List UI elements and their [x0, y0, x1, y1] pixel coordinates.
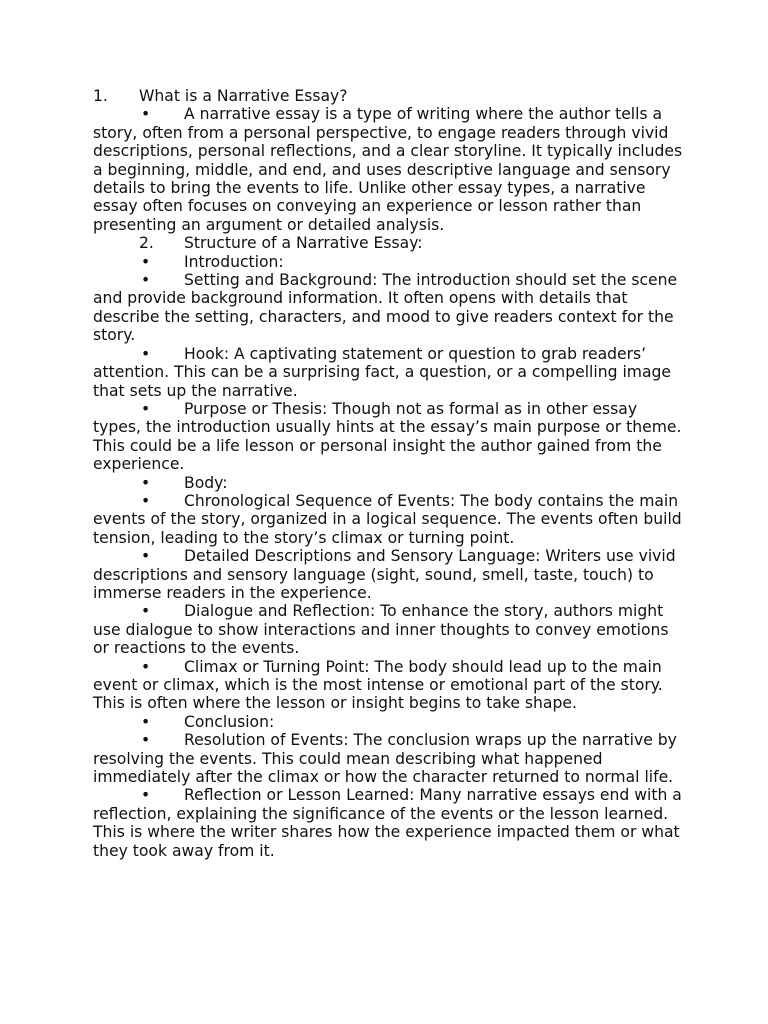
list-item	[93, 713, 683, 731]
list-item-text: Detailed Descriptions and Sensory Language: Writers use vivid descriptions and sensory language (sight, sound, smell, taste, touch) to immerse readers in the experience.	[93, 547, 676, 602]
list-item-text: Setting and Background: The introduction should set the scene and provide background information. It often opens with details that describe the setting, characters, and mood to give readers context for the story.	[93, 271, 678, 345]
bullet-glyph: •	[141, 547, 151, 566]
list-item	[93, 786, 683, 860]
paragraph-text: A narrative essay is a type of writing where the author tells a story, often from a personal perspective, to engage readers through vivid descriptions, personal reflections, and a clear storyline. It typically includes a beginning, middle, and end, and uses descriptive language and sensory details to bring the events to life. Unlike other essay types, a narrative essay often focuses on conveying an experience or lesson rather than presenting an argument or detailed analysis.	[93, 105, 683, 234]
heading-what-is	[93, 87, 683, 105]
list-item-text: Purpose or Thesis: Though not as formal as in other essay types, the introduction usually hints at the essay’s main purpose or theme. This could be a life lesson or personal insight the author gained from the experience.	[93, 399, 682, 474]
bullet-glyph: •	[141, 252, 151, 271]
list-item	[93, 602, 683, 657]
bullet-glyph: •	[141, 731, 151, 750]
list-item	[93, 492, 683, 547]
list-item-text: Dialogue and Reflection: To enhance the story, authors might use dialogue to show interactions and inner thoughts to convey emotions or reactions to the events.	[93, 602, 669, 658]
list-item	[93, 271, 683, 345]
list-item	[93, 474, 683, 492]
heading-number: 2.	[139, 234, 154, 253]
bullet-glyph: •	[141, 602, 151, 621]
bullet-glyph: •	[141, 105, 151, 124]
bullet-glyph: •	[141, 491, 151, 510]
paragraph-definition	[93, 105, 683, 234]
heading-number: 1.	[93, 87, 108, 105]
list-item-text: Body:	[184, 473, 228, 492]
bullet-glyph: •	[141, 786, 151, 805]
bullet-glyph: •	[141, 473, 151, 492]
heading-text: Structure of a Narrative Essay:	[184, 234, 423, 253]
bullet-glyph: •	[141, 657, 151, 676]
bullet-glyph: •	[141, 712, 151, 731]
heading-structure	[93, 234, 683, 252]
bullet-glyph: •	[141, 271, 151, 290]
bullet-glyph: •	[141, 344, 151, 363]
list-item-text: Reflection or Lesson Learned: Many narrative essays end with a reflection, explaining the significance of the events or the lesson learned. This is where the writer shares how the experience impacted them or what they took away from it.	[93, 786, 682, 860]
list-item-text: Climax or Turning Point: The body should lead up to the main event or climax, which is the most intense or emotional part of the story. This is often where the lesson or insight begins to take shape.	[93, 657, 663, 713]
list-item-text: Chronological Sequence of Events: The body contains the main events of the story, organized in a logical sequence. The events often build tension, leading to the story’s climax or turning point.	[93, 491, 682, 547]
list-item	[93, 400, 683, 474]
list-item-text: Resolution of Events: The conclusion wraps up the narrative by resolving the events. This could mean describing what happened immediately after the climax or how the character returned to normal life.	[93, 731, 677, 787]
list-item	[93, 658, 683, 713]
document-body	[93, 87, 683, 860]
list-item-text: Hook: A captivating statement or question to grab readers’ attention. This can be a surprising fact, a question, or a compelling image that sets up the narrative.	[93, 344, 672, 400]
list-item-text: Conclusion:	[184, 712, 275, 731]
list-item	[93, 345, 683, 400]
bullet-glyph: •	[141, 399, 151, 418]
list-item-text: Introduction:	[184, 252, 284, 271]
list-item	[93, 253, 683, 271]
heading-text: What is a Narrative Essay?	[139, 87, 348, 105]
list-item	[93, 731, 683, 786]
list-item	[93, 547, 683, 602]
